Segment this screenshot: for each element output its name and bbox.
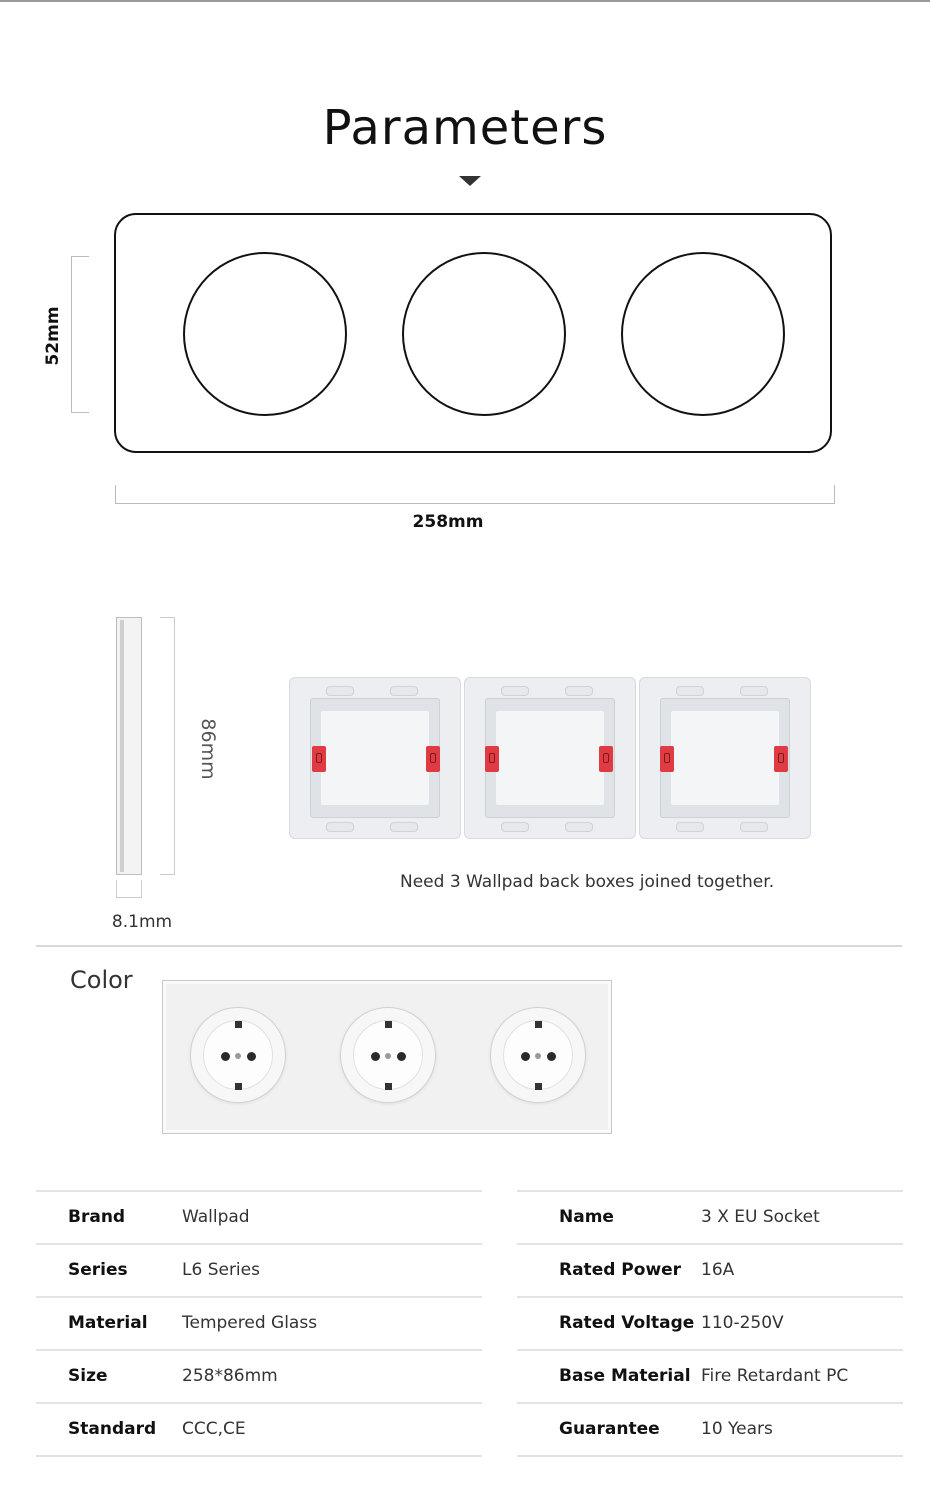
spec-row bbox=[517, 1190, 903, 1243]
spec-key: Size bbox=[68, 1366, 108, 1386]
spec-value: 16A bbox=[701, 1260, 735, 1280]
thickness-dimension-label: 8.1mm bbox=[111, 912, 173, 932]
height-dimension-line bbox=[71, 256, 89, 413]
mounting-clip bbox=[660, 746, 674, 772]
spec-key: Name bbox=[559, 1207, 614, 1227]
spec-key: Material bbox=[68, 1313, 148, 1333]
mounting-clip bbox=[599, 746, 613, 772]
spec-table-right bbox=[517, 1190, 903, 1457]
section-divider bbox=[36, 945, 902, 947]
spec-row bbox=[517, 1402, 903, 1457]
back-box-3 bbox=[639, 677, 811, 839]
width-dimension-label: 258mm bbox=[412, 512, 484, 532]
spec-row bbox=[36, 1190, 482, 1243]
spec-value: Fire Retardant PC bbox=[701, 1366, 849, 1386]
width-dimension-line bbox=[115, 485, 835, 504]
mounting-clip bbox=[485, 746, 499, 772]
spec-row bbox=[517, 1243, 903, 1296]
socket-outline-1 bbox=[183, 252, 347, 416]
spec-value: Tempered Glass bbox=[182, 1313, 318, 1333]
spec-key: Rated Power bbox=[559, 1260, 682, 1280]
color-swatch-white-panel bbox=[162, 980, 612, 1134]
socket-outline-2 bbox=[402, 252, 566, 416]
spec-row bbox=[36, 1296, 482, 1349]
color-label: Color bbox=[70, 966, 133, 994]
back-boxes-image bbox=[289, 677, 811, 841]
spec-key: Series bbox=[68, 1260, 128, 1280]
thickness-dimension-line bbox=[116, 880, 142, 898]
eu-socket-1 bbox=[190, 1007, 286, 1103]
side-height-dimension-label: 86mm bbox=[197, 718, 219, 780]
spec-value: Wallpad bbox=[182, 1207, 250, 1227]
spec-value: 110-250V bbox=[701, 1313, 784, 1333]
down-triangle-icon bbox=[459, 176, 481, 186]
spec-value: 258*86mm bbox=[182, 1366, 278, 1386]
side-height-dimension-line bbox=[160, 617, 175, 875]
spec-row bbox=[517, 1296, 903, 1349]
back-box-1 bbox=[289, 677, 461, 839]
socket-outline-3 bbox=[621, 252, 785, 416]
spec-key: Rated Voltage bbox=[559, 1313, 695, 1333]
spec-value: 10 Years bbox=[701, 1419, 773, 1439]
spec-key: Standard bbox=[68, 1419, 157, 1439]
panel-outline-diagram bbox=[114, 213, 832, 453]
mounting-clip bbox=[312, 746, 326, 772]
mounting-clip bbox=[774, 746, 788, 772]
back-boxes-caption: Need 3 Wallpad back boxes joined together. bbox=[400, 872, 775, 892]
spec-key: Guarantee bbox=[559, 1419, 660, 1439]
spec-value: 3 X EU Socket bbox=[701, 1207, 820, 1227]
top-border bbox=[0, 0, 930, 2]
spec-value: CCC,CE bbox=[182, 1419, 246, 1439]
back-box-2 bbox=[464, 677, 636, 839]
spec-row bbox=[36, 1349, 482, 1402]
side-profile-edge bbox=[120, 620, 124, 872]
spec-row bbox=[36, 1243, 482, 1296]
spec-row bbox=[517, 1349, 903, 1402]
mounting-clip bbox=[426, 746, 440, 772]
spec-table-left bbox=[36, 1190, 482, 1457]
page-title: Parameters bbox=[322, 100, 608, 156]
height-dimension-label: 52mm bbox=[43, 306, 63, 366]
spec-row bbox=[36, 1402, 482, 1457]
spec-value: L6 Series bbox=[182, 1260, 260, 1280]
eu-socket-3 bbox=[490, 1007, 586, 1103]
side-profile-plate bbox=[116, 617, 142, 875]
eu-socket-2 bbox=[340, 1007, 436, 1103]
spec-key: Base Material bbox=[559, 1366, 691, 1386]
spec-key: Brand bbox=[68, 1207, 126, 1227]
